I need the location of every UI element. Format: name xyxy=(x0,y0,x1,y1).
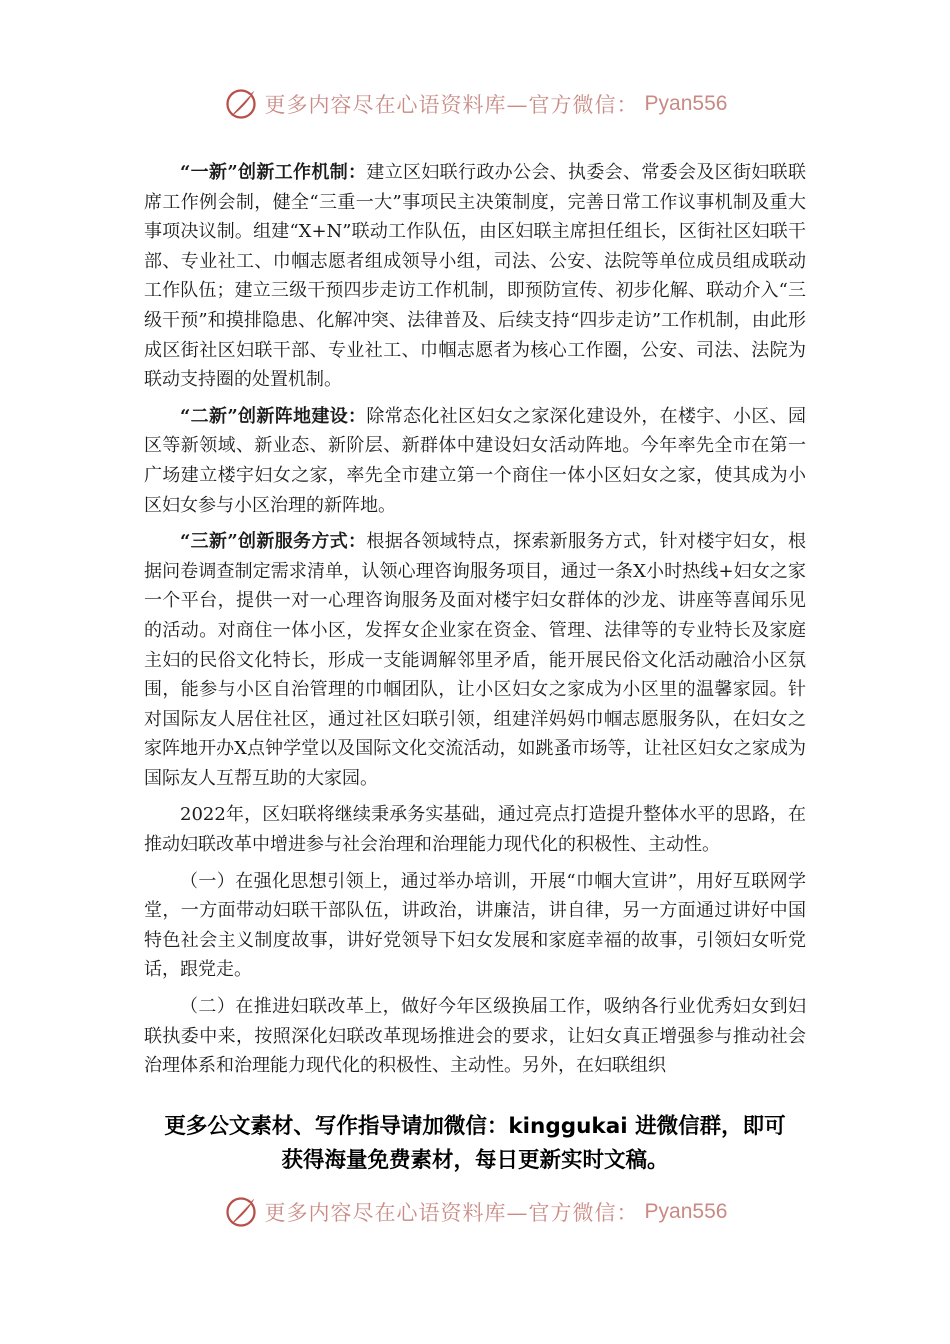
footer-banner-text: 更多内容尽在心语资料库—官方微信： xyxy=(264,1201,639,1225)
paragraph-lead: “一新”创新工作机制： xyxy=(180,162,367,183)
header-banner xyxy=(0,82,950,126)
paragraph-text: 2022年，区妇联将继续秉承务实基础，通过亮点打造提升整体水平的思路，在推动妇联改革中增进参与社会治理和治理能力现代化的积极性、主动性。 xyxy=(144,804,806,856)
footer-banner xyxy=(0,1190,950,1234)
paragraph-innovation-1 xyxy=(144,158,806,395)
footer-banner-wechat-id: Pyan556 xyxy=(644,1200,728,1223)
paragraph-text: （一）在强化思想引领上，通过举办培训，开展“巾帼大宣讲”，用好互联网学堂，一方面带动妇联干部队伍，讲政治，讲廉洁，讲自律，另一方面通过讲好中国特色社会主义制度故事，讲好党领导下妇女发展和家庭幸福的故事，引领妇女听党话，跟党走。 xyxy=(144,870,806,981)
quill-logo-icon xyxy=(223,86,259,122)
paragraph-text: （二）在推进妇联改革上，做好今年区级换届工作，吸纳各行业优秀妇女到妇联执委中来，按照深化妇联改革现场推进会的要求，让妇女真正增强参与推动社会治理体系和治理能力现代化的积极性、主动性。另外，在妇联组织 xyxy=(144,996,806,1077)
paragraph-innovation-2 xyxy=(144,402,806,520)
paragraph-lead: “三新”创新服务方式： xyxy=(180,531,367,553)
promo-notice xyxy=(100,1110,850,1178)
header-banner-wechat-id: Pyan556 xyxy=(644,92,728,115)
paragraph-text: 根据各领域特点，探索新服务方式，针对楼宇妇女，根据问卷调查制定需求清单，认领心理咨询服务项目，通过一条X小时热线+妇女之家一个平台，提供一对一心理咨询服务及面对楼宇妇女群体的沙龙、讲座等喜闻乐见的活动。对商住一体小区，发挥女企业家在资金、管理、法律等的专业特长及家庭主妇的民俗文化特长，形成一支能调解邻里矛盾，能开展民俗文化活动融洽小区氛围，能参与小区自治管理的巾帼团队，让小区妇女之家成为小区里的温馨家园。针对国际友人居住社区，通过社区妇联引领，组建洋妈妈巾帼志愿服务队，在妇女之家阵地开办X点钟学堂以及国际文化交流活动，如跳蚤市场等，让社区妇女之家成为国际友人互帮互助的大家园。 xyxy=(144,531,806,789)
quill-logo-icon xyxy=(223,1194,259,1230)
promo-line-2: 获得海量免费素材，每日更新实时文稿。 xyxy=(281,1148,669,1173)
paragraph-text: 除常态化社区妇女之家深化建设外，在楼宇、小区、园区等新领域、新业态、新阶层、新群体中建设妇女活动阵地。今年率先全市在第一广场建立楼宇妇女之家，率先全市建立第一个商住一体小区妇女之家，使其成为小区妇女参与小区治理的新阵地。 xyxy=(144,405,806,516)
document-body xyxy=(144,158,806,1088)
paragraph-lead: “二新”创新阵地建设： xyxy=(180,405,367,427)
paragraph-innovation-3 xyxy=(144,527,806,793)
paragraph-item-1 xyxy=(144,867,806,985)
paragraph-text: 建立区妇联行政办公会、执委会、常委会及区街妇联联席工作例会制，健全“三重一大”事项民主决策制度，完善日常工作议事机制及重大事项决议制。组建“X+N”联动工作队伍，由区妇联主席担任组长，区街社区妇联干部、专业社工、巾帼志愿者组成领导小组，司法、公安、法院等单位成员组成联动工作队伍；建立三级干预四步走访工作机制，即预防宣传、初步化解、联动介入“三级干预”和摸排隐患、化解冲突、法律普及、后续支持“四步走访”工作机制，由此形成区街社区妇联干部、专业社工、巾帼志愿者为核心工作圈，公安、司法、法院为联动支持圈的处置机制。 xyxy=(144,162,806,391)
promo-line-1: 更多公文素材、写作指导请加微信：kinggukai 进微信群，即可 xyxy=(164,1114,786,1139)
paragraph-item-2 xyxy=(144,992,806,1081)
paragraph-plan-2022 xyxy=(144,800,806,859)
header-banner-text: 更多内容尽在心语资料库—官方微信： xyxy=(264,93,639,117)
